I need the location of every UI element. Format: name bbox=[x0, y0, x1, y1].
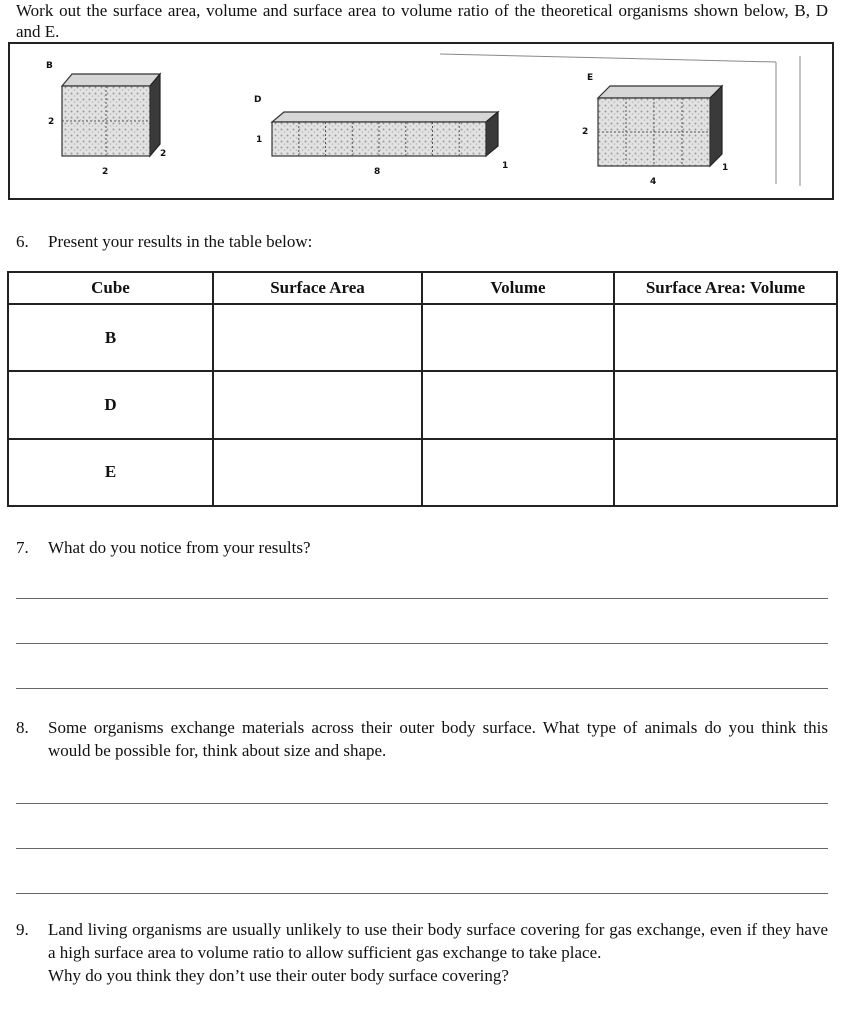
table-row bbox=[8, 304, 837, 371]
question-6-text: Present your results in the table below: bbox=[48, 232, 313, 251]
intro-instructions: Work out the surface area, volume and surface area to volume ratio of the theoretical organisms shown below, B, D and E. bbox=[16, 1, 828, 41]
table-row bbox=[8, 439, 837, 506]
volume-cell[interactable] bbox=[422, 439, 614, 506]
answer-line[interactable] bbox=[16, 643, 828, 644]
answer-line[interactable] bbox=[16, 848, 828, 849]
ratio-cell[interactable] bbox=[614, 304, 837, 371]
table-row bbox=[8, 371, 837, 438]
organism-diagram bbox=[10, 44, 836, 202]
answer-line[interactable] bbox=[16, 598, 828, 599]
volume-cell[interactable] bbox=[422, 304, 614, 371]
question-8-text: Some organisms exchange materials across their outer body surface. What type of animals do you think this would be possible for, think about size and shape. bbox=[48, 718, 828, 760]
question-9-text: Land living organisms are usually unlikely to use their body surface covering for gas exchange, even if they have a high surface area to volume ratio to allow sufficient gas exchange to take place. bbox=[48, 920, 828, 962]
header-surface-area: Surface Area bbox=[213, 272, 422, 304]
question-9 bbox=[16, 918, 828, 987]
shape-d-height-label: 1 bbox=[256, 135, 263, 145]
answer-line[interactable] bbox=[16, 893, 828, 894]
ratio-cell[interactable] bbox=[614, 371, 837, 438]
shape-d bbox=[254, 95, 508, 177]
shape-e-width-label: 4 bbox=[650, 177, 657, 187]
question-6 bbox=[16, 230, 828, 253]
shape-b-top-face bbox=[62, 74, 160, 86]
row-label: E bbox=[8, 439, 213, 506]
shape-e-letter: E bbox=[587, 73, 594, 83]
question-6-number: 6. bbox=[16, 232, 29, 251]
question-9-followup: Why do you think they don’t use their outer body surface covering? bbox=[48, 966, 509, 985]
row-label: D bbox=[8, 371, 213, 438]
results-table bbox=[7, 271, 838, 507]
surface-area-cell[interactable] bbox=[213, 371, 422, 438]
answer-line[interactable] bbox=[16, 803, 828, 804]
shape-d-letter: D bbox=[254, 95, 262, 105]
shape-d-depth-label: 1 bbox=[502, 161, 509, 171]
organism-figure bbox=[8, 42, 834, 200]
question-9-number: 9. bbox=[16, 920, 29, 939]
header-ratio: Surface Area: Volume bbox=[614, 272, 837, 304]
volume-cell[interactable] bbox=[422, 371, 614, 438]
question-7-number: 7. bbox=[16, 538, 29, 557]
header-cube: Cube bbox=[8, 272, 213, 304]
header-volume: Volume bbox=[422, 272, 614, 304]
question-8-number: 8. bbox=[16, 718, 29, 737]
question-7 bbox=[16, 536, 828, 559]
question-8 bbox=[16, 716, 828, 762]
question-7-text: What do you notice from your results? bbox=[48, 538, 311, 557]
shape-e-height-label: 2 bbox=[582, 127, 589, 137]
shape-b-height-label: 2 bbox=[48, 117, 55, 127]
surface-area-cell[interactable] bbox=[213, 304, 422, 371]
shape-b-width-label: 2 bbox=[102, 167, 109, 177]
table-header-row bbox=[8, 272, 837, 304]
shape-b bbox=[46, 61, 166, 177]
shape-d-top-face bbox=[272, 112, 498, 122]
ratio-cell[interactable] bbox=[614, 439, 837, 506]
answer-line[interactable] bbox=[16, 688, 828, 689]
surface-area-cell[interactable] bbox=[213, 439, 422, 506]
shape-e-top-face bbox=[598, 86, 722, 98]
shape-e-depth-label: 1 bbox=[722, 163, 729, 173]
row-label: B bbox=[8, 304, 213, 371]
shape-d-width-label: 8 bbox=[374, 167, 381, 177]
shape-b-side-face bbox=[150, 74, 160, 156]
shape-b-letter: B bbox=[46, 61, 53, 71]
shape-b-depth-label: 2 bbox=[160, 149, 167, 159]
shape-e bbox=[582, 73, 728, 187]
shape-e-side-face bbox=[710, 86, 722, 166]
